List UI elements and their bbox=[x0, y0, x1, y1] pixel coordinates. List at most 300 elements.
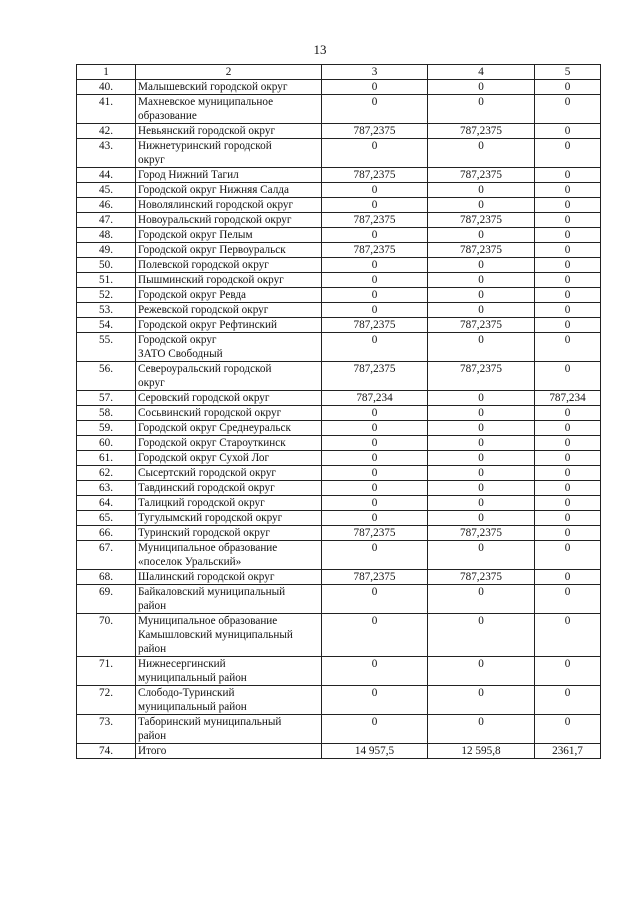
value-col3 bbox=[322, 541, 428, 570]
value-col3 bbox=[322, 421, 428, 436]
table-row bbox=[77, 496, 601, 511]
value-col5 bbox=[535, 362, 601, 391]
page-number: 13 bbox=[313, 42, 327, 57]
municipality-name bbox=[136, 183, 322, 198]
value-col3-text: 0 bbox=[371, 497, 378, 509]
row-number-text: 40. bbox=[99, 81, 113, 93]
value-col3-text: 787,2375 bbox=[353, 125, 396, 137]
value-col5 bbox=[535, 95, 601, 124]
table-row bbox=[77, 614, 601, 657]
value-col3-text: 787,2375 bbox=[353, 363, 396, 375]
row-number-text: 44. bbox=[99, 169, 113, 181]
municipality-name-text: Полевской городской округ bbox=[138, 259, 269, 271]
value-col4-text: 787,2375 bbox=[460, 244, 502, 256]
municipality-name bbox=[136, 139, 322, 168]
value-col3-text: 0 bbox=[371, 407, 378, 419]
table-row bbox=[77, 333, 601, 362]
value-col4 bbox=[428, 318, 535, 333]
row-number bbox=[77, 95, 136, 124]
value-col4-text: 0 bbox=[478, 229, 484, 241]
table-row bbox=[77, 657, 601, 686]
value-col4-text: 0 bbox=[478, 184, 484, 196]
table-row bbox=[77, 421, 601, 436]
municipality-name-text: Город Нижний Тагил bbox=[138, 169, 239, 181]
value-col5 bbox=[535, 333, 601, 362]
row-number-text: 62. bbox=[99, 467, 113, 479]
value-col4 bbox=[428, 183, 535, 198]
value-col4 bbox=[428, 744, 535, 759]
value-col5-text: 0 bbox=[564, 542, 571, 554]
value-col5-text: 0 bbox=[564, 125, 571, 137]
municipality-name bbox=[136, 406, 322, 421]
value-col4 bbox=[428, 421, 535, 436]
row-number-text: 72. bbox=[99, 687, 113, 699]
municipality-name bbox=[136, 511, 322, 526]
value-col5 bbox=[535, 686, 601, 715]
value-col5-text: 0 bbox=[564, 527, 571, 539]
value-col3 bbox=[322, 213, 428, 228]
table-row bbox=[77, 198, 601, 213]
row-number-text: 66. bbox=[99, 527, 113, 539]
value-col3 bbox=[322, 481, 428, 496]
value-col5 bbox=[535, 258, 601, 273]
value-col4 bbox=[428, 288, 535, 303]
value-col5-text: 0 bbox=[564, 422, 571, 434]
value-col3 bbox=[322, 80, 428, 95]
value-col4-text: 0 bbox=[478, 392, 484, 404]
value-col3-text: 0 bbox=[371, 199, 378, 211]
value-col3-text: 0 bbox=[371, 467, 378, 479]
value-col5 bbox=[535, 585, 601, 614]
municipality-name bbox=[136, 421, 322, 436]
row-number-text: 59. bbox=[99, 422, 113, 434]
municipality-name bbox=[136, 436, 322, 451]
row-number-text: 67. bbox=[99, 542, 113, 554]
value-col3 bbox=[322, 496, 428, 511]
table-row bbox=[77, 95, 601, 124]
value-col3-text: 787,2375 bbox=[353, 571, 396, 583]
value-col3-text: 787,2375 bbox=[353, 169, 396, 181]
row-number bbox=[77, 496, 136, 511]
value-col3 bbox=[322, 183, 428, 198]
value-col3 bbox=[322, 124, 428, 139]
value-col3-text: 0 bbox=[371, 542, 378, 554]
municipality-name-text: Серовский городской округ bbox=[138, 392, 270, 404]
value-col3 bbox=[322, 318, 428, 333]
municipality-name-text: Новолялинский городской округ bbox=[138, 199, 294, 211]
value-col3 bbox=[322, 585, 428, 614]
value-col5-text: 0 bbox=[564, 244, 571, 256]
table-row bbox=[77, 139, 601, 168]
municipality-name bbox=[136, 526, 322, 541]
value-col4-text: 0 bbox=[478, 274, 484, 286]
value-col3 bbox=[322, 258, 428, 273]
value-col4-text: 787,2375 bbox=[460, 527, 502, 539]
value-col4 bbox=[428, 198, 535, 213]
value-col4-text: 0 bbox=[478, 716, 484, 728]
value-col5-text: 0 bbox=[564, 140, 571, 152]
row-number bbox=[77, 436, 136, 451]
value-col5-text: 0 bbox=[564, 184, 571, 196]
value-col5 bbox=[535, 168, 601, 183]
value-col5 bbox=[535, 406, 601, 421]
municipality-name bbox=[136, 198, 322, 213]
municipality-name-text: Туринский городской округ bbox=[138, 527, 270, 539]
value-col5 bbox=[535, 318, 601, 333]
value-col4 bbox=[428, 228, 535, 243]
value-col4-text: 0 bbox=[478, 422, 484, 434]
row-number-text: 48. bbox=[99, 229, 113, 241]
value-col4-text: 787,2375 bbox=[460, 125, 502, 137]
row-number bbox=[77, 451, 136, 466]
header-cell: 4 bbox=[428, 65, 535, 80]
value-col5-text: 0 bbox=[564, 199, 571, 211]
value-col3 bbox=[322, 228, 428, 243]
value-col4 bbox=[428, 80, 535, 95]
municipality-name bbox=[136, 715, 322, 744]
table-row bbox=[77, 124, 601, 139]
row-number-text: 60. bbox=[99, 437, 113, 449]
municipality-name-text: Новоуральский городской округ bbox=[138, 214, 292, 226]
value-col5-text: 0 bbox=[564, 437, 571, 449]
value-col5 bbox=[535, 228, 601, 243]
municipality-name-text: Сысертский городской округ bbox=[138, 467, 277, 479]
municipality-name bbox=[136, 496, 322, 511]
value-col4-text: 0 bbox=[478, 199, 484, 211]
value-col5-text: 0 bbox=[564, 81, 571, 93]
value-col3-text: 787,2375 bbox=[353, 527, 396, 539]
value-col4-text: 0 bbox=[478, 615, 484, 627]
value-col3 bbox=[322, 391, 428, 406]
row-number bbox=[77, 715, 136, 744]
table-row bbox=[77, 451, 601, 466]
value-col3-text: 0 bbox=[371, 81, 378, 93]
value-col3-text: 0 bbox=[371, 482, 378, 494]
row-number bbox=[77, 333, 136, 362]
value-col5 bbox=[535, 451, 601, 466]
value-col5 bbox=[535, 657, 601, 686]
value-col5-text: 0 bbox=[564, 259, 571, 271]
value-col5 bbox=[535, 511, 601, 526]
value-col3-text: 0 bbox=[371, 716, 378, 728]
value-col5-text: 0 bbox=[564, 716, 571, 728]
table-row bbox=[77, 466, 601, 481]
row-number bbox=[77, 481, 136, 496]
row-number bbox=[77, 362, 136, 391]
row-number bbox=[77, 258, 136, 273]
value-col5-text: 0 bbox=[564, 304, 571, 316]
value-col4-text: 0 bbox=[478, 482, 484, 494]
value-col4-text: 0 bbox=[478, 437, 484, 449]
value-col3-text: 787,2375 bbox=[353, 319, 396, 331]
value-col4 bbox=[428, 436, 535, 451]
value-col3-text: 787,2375 bbox=[353, 244, 396, 256]
value-col3-text: 0 bbox=[371, 437, 378, 449]
table-row bbox=[77, 511, 601, 526]
municipality-name-text: Муниципальное образование Камышловский муниципальный район bbox=[138, 615, 293, 655]
value-col5-text: 0 bbox=[564, 586, 571, 598]
table-header-row bbox=[77, 65, 601, 80]
value-col3 bbox=[322, 273, 428, 288]
table-row bbox=[77, 686, 601, 715]
row-number-text: 56. bbox=[99, 363, 113, 375]
value-col4-text: 0 bbox=[478, 96, 484, 108]
value-col5-text: 0 bbox=[564, 214, 571, 226]
row-number-text: 42. bbox=[99, 125, 113, 137]
row-number bbox=[77, 273, 136, 288]
value-col5 bbox=[535, 570, 601, 585]
table-row bbox=[77, 436, 601, 451]
value-col5-text: 0 bbox=[564, 497, 571, 509]
row-number-text: 71. bbox=[99, 658, 113, 670]
table-row bbox=[77, 391, 601, 406]
municipality-name-text: Городской округ ЗАТО Свободный bbox=[138, 334, 223, 360]
row-number bbox=[77, 585, 136, 614]
value-col3-text: 0 bbox=[371, 452, 378, 464]
row-number bbox=[77, 303, 136, 318]
value-col4 bbox=[428, 570, 535, 585]
municipality-name bbox=[136, 744, 322, 759]
municipality-name-text: Нижнесергинский муниципальный район bbox=[138, 658, 247, 684]
value-col5 bbox=[535, 288, 601, 303]
value-col4-text: 0 bbox=[478, 586, 484, 598]
value-col4 bbox=[428, 451, 535, 466]
value-col4 bbox=[428, 258, 535, 273]
value-col3 bbox=[322, 333, 428, 362]
value-col4 bbox=[428, 95, 535, 124]
row-number-text: 68. bbox=[99, 571, 113, 583]
municipality-name bbox=[136, 657, 322, 686]
municipality-name-text: Городской округ Среднеуральск bbox=[138, 422, 291, 434]
row-number-text: 70. bbox=[99, 615, 113, 627]
table-row bbox=[77, 585, 601, 614]
value-col3-text: 0 bbox=[371, 140, 378, 152]
value-col3-text: 0 bbox=[371, 274, 378, 286]
municipality-name bbox=[136, 303, 322, 318]
value-col3 bbox=[322, 466, 428, 481]
value-col3-text: 0 bbox=[371, 687, 378, 699]
value-col4 bbox=[428, 391, 535, 406]
municipality-name-text: Байкаловский муниципальный район bbox=[138, 586, 286, 612]
municipality-name-text: Городской округ Рефтинский bbox=[138, 319, 277, 331]
row-number bbox=[77, 80, 136, 95]
table-row bbox=[77, 183, 601, 198]
value-col5 bbox=[535, 541, 601, 570]
table-row bbox=[77, 570, 601, 585]
municipality-name bbox=[136, 213, 322, 228]
value-col5-text: 0 bbox=[564, 482, 571, 494]
value-col4-text: 0 bbox=[478, 140, 484, 152]
value-col5-text: 0 bbox=[564, 407, 571, 419]
value-col3 bbox=[322, 451, 428, 466]
value-col4 bbox=[428, 243, 535, 258]
value-col4-text: 0 bbox=[478, 304, 484, 316]
value-col5-text: 0 bbox=[564, 571, 571, 583]
value-col4 bbox=[428, 303, 535, 318]
row-number-text: 50. bbox=[99, 259, 113, 271]
value-col3 bbox=[322, 95, 428, 124]
municipality-name-text: Малышевский городской округ bbox=[138, 81, 288, 93]
row-number bbox=[77, 526, 136, 541]
row-number-text: 54. bbox=[99, 319, 113, 331]
municipality-name bbox=[136, 333, 322, 362]
value-col5 bbox=[535, 198, 601, 213]
value-col3-text: 787,234 bbox=[356, 392, 393, 404]
table-row bbox=[77, 243, 601, 258]
value-col3 bbox=[322, 511, 428, 526]
value-col5 bbox=[535, 273, 601, 288]
value-col5 bbox=[535, 391, 601, 406]
municipality-name bbox=[136, 243, 322, 258]
value-col4 bbox=[428, 715, 535, 744]
municipality-name-text: Таборинский муниципальный район bbox=[138, 716, 282, 742]
value-col5-text: 0 bbox=[564, 319, 571, 331]
value-col4-text: 787,2375 bbox=[460, 571, 502, 583]
value-col5 bbox=[535, 481, 601, 496]
table-row bbox=[77, 362, 601, 391]
value-col5-text: 2361,7 bbox=[552, 745, 583, 757]
value-col5-text: 787,234 bbox=[549, 392, 586, 404]
row-number bbox=[77, 213, 136, 228]
row-number-text: 45. bbox=[99, 184, 113, 196]
value-col4 bbox=[428, 657, 535, 686]
value-col5-text: 0 bbox=[564, 229, 571, 241]
municipality-name bbox=[136, 168, 322, 183]
value-col3 bbox=[322, 715, 428, 744]
value-col4-text: 787,2375 bbox=[460, 169, 502, 181]
value-col5-text: 0 bbox=[564, 289, 571, 301]
value-col4 bbox=[428, 273, 535, 288]
value-col4 bbox=[428, 511, 535, 526]
value-col5 bbox=[535, 526, 601, 541]
value-col5 bbox=[535, 303, 601, 318]
row-number bbox=[77, 466, 136, 481]
row-number-text: 57. bbox=[99, 392, 113, 404]
municipality-name-text: Городской округ Сухой Лог bbox=[138, 452, 270, 464]
table-row bbox=[77, 168, 601, 183]
row-number-text: 55. bbox=[99, 334, 113, 346]
row-number bbox=[77, 511, 136, 526]
municipality-name-text: Нижнетуринский городской округ bbox=[138, 140, 272, 166]
table-row bbox=[77, 228, 601, 243]
value-col4-text: 0 bbox=[478, 687, 484, 699]
table-row bbox=[77, 481, 601, 496]
municipality-name bbox=[136, 288, 322, 303]
value-col3-text: 0 bbox=[371, 96, 378, 108]
value-col5 bbox=[535, 243, 601, 258]
municipality-name bbox=[136, 570, 322, 585]
value-col4-text: 0 bbox=[478, 467, 484, 479]
row-number-text: 65. bbox=[99, 512, 113, 524]
header-cell: 2 bbox=[136, 65, 322, 80]
value-col5 bbox=[535, 213, 601, 228]
value-col4-text: 0 bbox=[478, 542, 484, 554]
value-col4 bbox=[428, 124, 535, 139]
municipality-name-text: Муниципальное образование «поселок Уральский» bbox=[138, 542, 278, 568]
value-col3 bbox=[322, 362, 428, 391]
allocation-table bbox=[76, 64, 601, 759]
value-col3 bbox=[322, 243, 428, 258]
value-col5-text: 0 bbox=[564, 658, 571, 670]
value-col5-text: 0 bbox=[564, 274, 571, 286]
row-number-text: 49. bbox=[99, 244, 113, 256]
value-col3 bbox=[322, 198, 428, 213]
row-number bbox=[77, 744, 136, 759]
municipality-name-text: Городской округ Пелым bbox=[138, 229, 253, 241]
table-row bbox=[77, 406, 601, 421]
value-col4-text: 0 bbox=[478, 658, 484, 670]
header-cell: 3 bbox=[322, 65, 428, 80]
municipality-name-text: Режевской городской округ bbox=[138, 304, 269, 316]
municipality-name-text: Городской округ Первоуральск bbox=[138, 244, 286, 256]
row-number-text: 53. bbox=[99, 304, 113, 316]
value-col3-text: 0 bbox=[371, 184, 378, 196]
value-col5 bbox=[535, 139, 601, 168]
value-col5-text: 0 bbox=[564, 169, 571, 181]
value-col3-text: 0 bbox=[371, 259, 378, 271]
value-col5 bbox=[535, 124, 601, 139]
value-col4-text: 0 bbox=[478, 512, 484, 524]
value-col5 bbox=[535, 183, 601, 198]
table-row bbox=[77, 80, 601, 95]
table-row bbox=[77, 288, 601, 303]
row-number bbox=[77, 421, 136, 436]
value-col3-text: 0 bbox=[371, 658, 378, 670]
value-col4-text: 0 bbox=[478, 452, 484, 464]
value-col4 bbox=[428, 496, 535, 511]
value-col4 bbox=[428, 585, 535, 614]
value-col5 bbox=[535, 436, 601, 451]
value-col4 bbox=[428, 686, 535, 715]
row-number bbox=[77, 228, 136, 243]
table-row bbox=[77, 715, 601, 744]
value-col5-text: 0 bbox=[564, 467, 571, 479]
municipality-name-text: Североуральский городской округ bbox=[138, 363, 272, 389]
value-col5 bbox=[535, 80, 601, 95]
row-number bbox=[77, 168, 136, 183]
value-col3 bbox=[322, 288, 428, 303]
value-col3-text: 0 bbox=[371, 334, 378, 346]
table-row bbox=[77, 541, 601, 570]
value-col5 bbox=[535, 496, 601, 511]
row-number-text: 73. bbox=[99, 716, 113, 728]
value-col4-text: 0 bbox=[478, 289, 484, 301]
row-number-text: 52. bbox=[99, 289, 113, 301]
value-col4-text: 0 bbox=[478, 334, 484, 346]
value-col3 bbox=[322, 570, 428, 585]
municipality-name-text: Шалинский городской округ bbox=[138, 571, 275, 583]
municipality-name bbox=[136, 95, 322, 124]
value-col4-text: 787,2375 bbox=[460, 363, 502, 375]
row-number bbox=[77, 570, 136, 585]
row-number bbox=[77, 614, 136, 657]
value-col4 bbox=[428, 466, 535, 481]
value-col5-text: 0 bbox=[564, 363, 571, 375]
row-number bbox=[77, 288, 136, 303]
municipality-name bbox=[136, 686, 322, 715]
value-col5-text: 0 bbox=[564, 687, 571, 699]
municipality-name bbox=[136, 481, 322, 496]
table-row bbox=[77, 258, 601, 273]
value-col4-text: 0 bbox=[478, 259, 484, 271]
value-col3-text: 0 bbox=[371, 422, 378, 434]
value-col3 bbox=[322, 686, 428, 715]
municipality-name bbox=[136, 258, 322, 273]
value-col5-text: 0 bbox=[564, 615, 571, 627]
municipality-name-text: Слободо-Туринский муниципальный район bbox=[138, 687, 247, 713]
municipality-name-text: Пышминский городской округ bbox=[138, 274, 284, 286]
value-col5 bbox=[535, 715, 601, 744]
